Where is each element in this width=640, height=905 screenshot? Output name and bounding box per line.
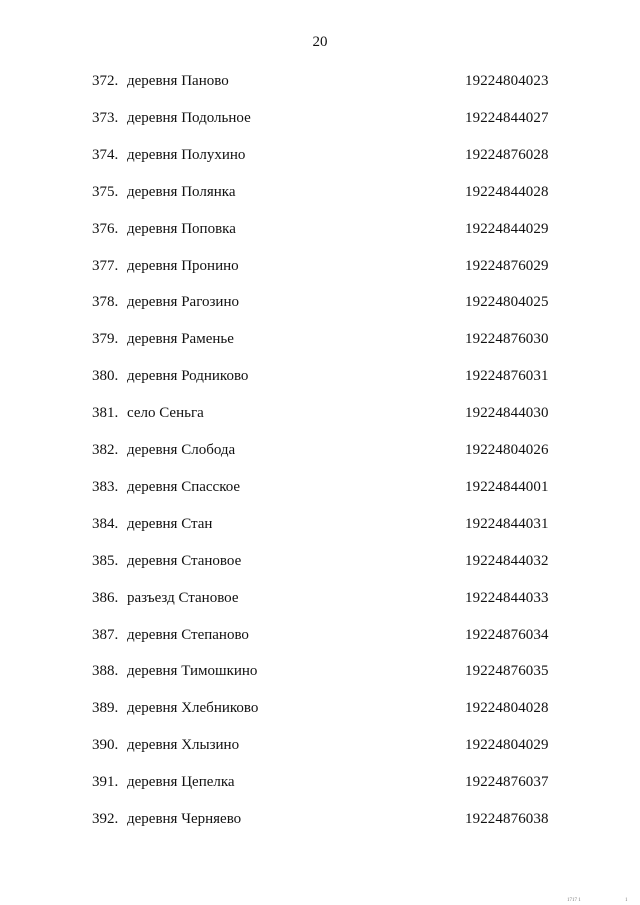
list-item [0,550,640,572]
item-number: 375. [92,183,119,200]
oktmo-code: 19224804025 [465,294,549,311]
list-item [0,697,640,719]
oktmo-code: 19224876028 [465,146,549,163]
item-number: 378. [92,294,119,311]
oktmo-code: 19224876035 [465,663,549,680]
footer-mark-left: 1717 1 [567,898,581,903]
settlement-name: разъезд Становое [127,589,239,606]
list-item [0,808,640,830]
item-number: 388. [92,663,119,680]
item-number: 383. [92,478,119,495]
settlement-name: деревня Полянка [127,183,236,200]
settlement-name: деревня Подольное [127,109,251,126]
item-number: 373. [92,109,119,126]
settlement-name: деревня Стан [127,515,213,532]
list-item [0,107,640,129]
footer-mark-right: 1 [625,898,628,903]
oktmo-code: 19224804029 [465,737,549,754]
list-item [0,181,640,203]
oktmo-code: 19224844030 [465,405,549,422]
settlement-name: село Сеньга [127,405,204,422]
list-item [0,144,640,166]
oktmo-code: 19224844029 [465,220,549,237]
list-item [0,291,640,313]
item-number: 386. [92,589,119,606]
oktmo-code: 19224876034 [465,626,549,643]
oktmo-code: 19224844033 [465,589,549,606]
list-item [0,624,640,646]
oktmo-code: 19224844032 [465,552,549,569]
oktmo-code: 19224876038 [465,811,549,827]
oktmo-code: 19224844028 [465,183,549,200]
page-footer-marks [567,898,628,903]
item-number: 385. [92,552,119,569]
settlement-name: деревня Слобода [127,442,236,458]
item-number: 389. [92,700,119,717]
item-number: 376. [92,220,119,237]
list-item [0,328,640,350]
settlement-name: деревня Пронино [127,257,239,274]
oktmo-code: 19224844031 [465,515,549,532]
settlement-name: деревня Полухино [127,146,246,163]
list-item [0,660,640,682]
settlement-name: деревня Становое [127,552,242,569]
settlement-name: деревня Поповка [127,220,236,237]
item-number: 384. [92,515,119,532]
item-number: 382. [92,442,119,458]
item-number: 381. [92,405,119,422]
list-item [0,255,640,277]
list-item [0,402,640,424]
settlement-name: деревня Раменье [127,331,234,348]
oktmo-code: 19224804028 [465,700,549,717]
settlement-name: деревня Хлызино [127,737,240,754]
item-number: 390. [92,737,119,754]
list-item [0,218,640,240]
oktmo-code: 19224876037 [465,774,549,791]
oktmo-code: 19224804023 [465,73,549,89]
settlement-name: деревня Черняево [127,811,242,827]
oktmo-code: 19224844001 [465,478,549,495]
oktmo-code: 19224876029 [465,257,549,274]
settlement-name: деревня Спасское [127,478,241,495]
settlement-name: деревня Рагозино [127,294,239,311]
list-item [0,476,640,498]
settlement-name: деревня Тимошкино [127,663,258,680]
list-item [0,70,640,92]
page-number: 20 [312,34,328,50]
oktmo-code: 19224844027 [465,109,549,126]
list-item [0,439,640,461]
oktmo-code: 19224876030 [465,331,549,348]
item-number: 377. [92,257,119,274]
item-number: 391. [92,774,119,791]
list-item [0,513,640,535]
list-item [0,587,640,609]
list-item [0,771,640,793]
settlement-name: деревня Родниково [127,368,249,385]
item-number: 379. [92,331,119,348]
item-number: 387. [92,626,119,643]
item-number: 372. [92,73,119,89]
item-number: 380. [92,368,119,385]
settlement-name: деревня Хлебниково [127,700,259,717]
list-item [0,365,640,387]
item-number: 392. [92,811,119,827]
oktmo-code: 19224804026 [465,442,549,458]
settlement-name: деревня Паново [127,73,229,89]
oktmo-code: 19224876031 [465,368,549,385]
settlement-name: деревня Цепелка [127,774,235,791]
settlement-name: деревня Степаново [127,626,249,643]
list-item [0,734,640,756]
item-number: 374. [92,146,119,163]
